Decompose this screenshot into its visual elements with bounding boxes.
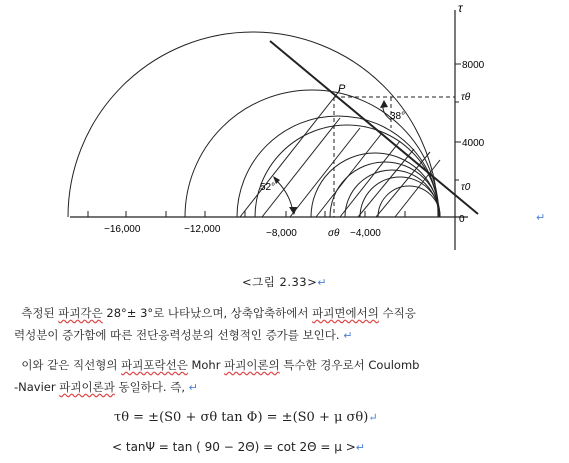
sigma-tick-4000: −4,000 xyxy=(350,228,381,239)
tau-tick-8000: 8000 xyxy=(462,60,485,71)
mohr-circle-1 xyxy=(68,32,438,217)
equation-1: τθ = ±(S0 + σθ tan Φ) = ±(S0 + μ σθ)↵ xyxy=(114,410,378,425)
point-p-label: P xyxy=(338,83,346,95)
construction-lines xyxy=(240,90,440,217)
tau-axis-label: τ xyxy=(458,1,463,15)
sigma-theta-label: σθ xyxy=(328,228,340,239)
sigma-ticks xyxy=(88,211,405,217)
mohr-circles xyxy=(68,32,440,217)
figure-caption xyxy=(0,274,569,290)
origin-label: 0 xyxy=(459,214,465,225)
return-mark: ↵ xyxy=(317,276,327,289)
tau-tick-4000: 4000 xyxy=(462,138,485,149)
mohr-circle-3 xyxy=(237,116,439,217)
paragraph-1-line-2: 력성분이 증가함에 따른 전단응력성분의 선형적인 증가를 보인다. ↵ xyxy=(14,328,353,342)
tau-ticks xyxy=(455,64,461,180)
paragraph-2-line-2: -Navier 파괴이론과 동일하다. 즉, ↵ xyxy=(14,380,198,394)
failure-envelope-line xyxy=(270,41,478,214)
tau-zero-label: τ0 xyxy=(461,182,471,193)
caption-text: <그림 2.33> xyxy=(242,275,318,289)
angle-38-label: 38° xyxy=(390,111,406,122)
return-mark: ↵ xyxy=(536,211,546,224)
tau-theta-label: τθ xyxy=(461,92,471,103)
paragraph-1-line-1: 측정된 파괴각은 28°± 3°로 나타났으며, 상축압축하에서 파괴면에서의 수직응 xyxy=(21,306,416,320)
sigma-tick-8000: −8,000 xyxy=(266,228,297,239)
paragraph-2 xyxy=(14,354,559,399)
axes xyxy=(70,10,468,250)
paragraph-2-line-1: 이와 같은 직선형의 파괴포락선은 Mohr 파괴이론의 특수한 경우로서 Coulomb xyxy=(21,358,420,372)
equation-2: < tanΨ = tan ( 90 − 2Θ) = cot 2Θ = μ >↵ xyxy=(112,440,365,454)
paragraph-1 xyxy=(14,302,559,347)
sigma-tick-16000: −16,000 xyxy=(104,224,141,235)
angle-52-label: 52° xyxy=(260,182,276,193)
sigma-tick-12000: −12,000 xyxy=(184,224,221,235)
